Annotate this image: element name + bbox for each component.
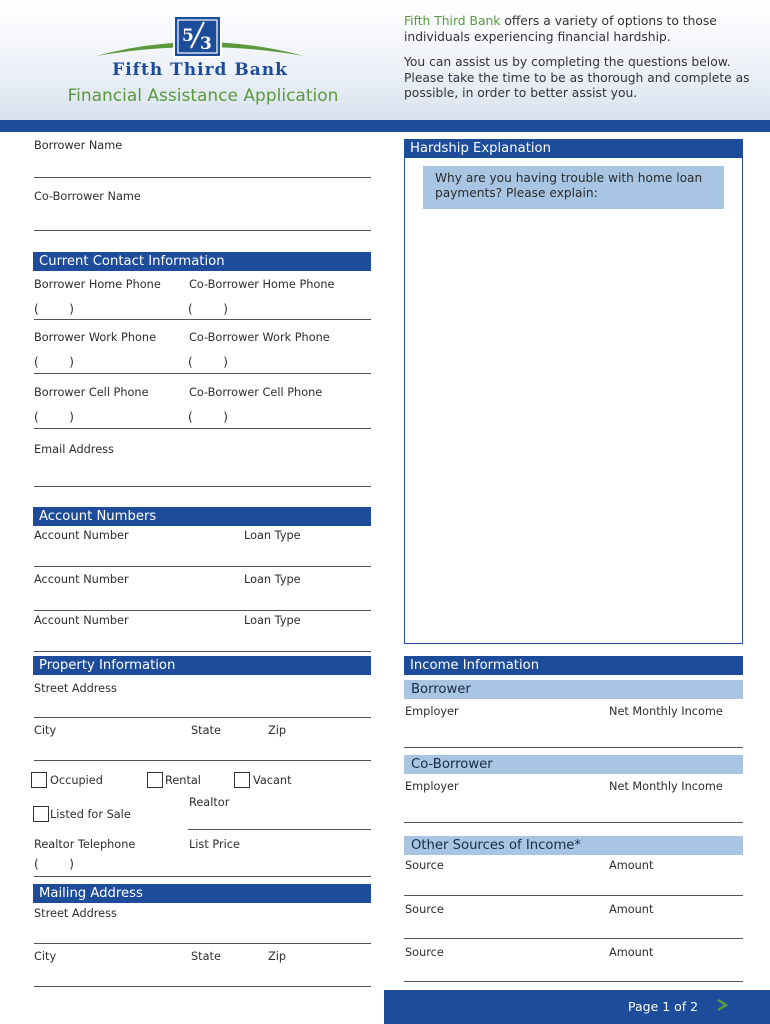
next-page-arrow-icon[interactable] [716, 998, 728, 1012]
property-section-header: Property Information [33, 656, 371, 675]
loan-type-label: Loan Type [244, 614, 301, 627]
coborrower-income-field[interactable] [404, 822, 743, 823]
mailing-city-field[interactable] [34, 986, 371, 987]
header-divider-bar [0, 120, 770, 132]
mailing-zip-label: Zip [268, 950, 287, 963]
other-income-header: Other Sources of Income* [404, 836, 743, 855]
svg-text:5: 5 [182, 26, 194, 46]
coborrower-home-phone-label: Co-Borrower Home Phone [189, 278, 335, 291]
income-section-header: Income Information [404, 656, 743, 675]
coborrower-home-area-code: ( ) [188, 302, 228, 316]
coborrower-income-header: Co-Borrower [404, 755, 743, 774]
mailing-street-label: Street Address [34, 907, 117, 920]
account-number-label: Account Number [34, 529, 129, 542]
intro-text [404, 14, 754, 112]
other-income-row-field[interactable] [404, 938, 743, 939]
rental-label: Rental [165, 774, 201, 787]
other-income-row-field[interactable] [404, 895, 743, 896]
intro-p1: offers a variety of options to those individuals experiencing financial hardship. [404, 14, 717, 44]
form-title: Financial Assistance Application [67, 86, 339, 106]
account-row-field[interactable] [34, 610, 371, 611]
borrower-net-income-label: Net Monthly Income [609, 705, 723, 718]
property-zip-label: Zip [268, 724, 287, 737]
realtor-field[interactable] [188, 829, 371, 830]
vacant-label: Vacant [253, 774, 292, 787]
realtor-label: Realtor [189, 796, 230, 809]
cell-phone-field[interactable] [34, 428, 371, 429]
mailing-state-label: State [191, 950, 221, 963]
email-label: Email Address [34, 443, 114, 456]
account-row-field[interactable] [34, 651, 371, 652]
amount-label: Amount [609, 859, 654, 872]
loan-type-label: Loan Type [244, 573, 301, 586]
bank-name: Fifth Third Bank [112, 60, 288, 80]
borrower-income-header: Borrower [404, 680, 743, 699]
listed-for-sale-checkbox[interactable] [33, 806, 49, 822]
listed-for-sale-label: Listed for Sale [50, 808, 131, 821]
hardship-text-area[interactable] [404, 157, 743, 644]
home-phone-field[interactable] [34, 319, 371, 320]
realtor-telephone-field[interactable] [34, 876, 371, 877]
property-city-field[interactable] [34, 760, 371, 761]
amount-label: Amount [609, 903, 654, 916]
borrower-employer-label: Employer [405, 705, 459, 718]
property-street-label: Street Address [34, 682, 117, 695]
occupied-label: Occupied [50, 774, 103, 787]
account-number-label: Account Number [34, 573, 129, 586]
coborrower-cell-phone-label: Co-Borrower Cell Phone [189, 386, 323, 399]
vacant-checkbox[interactable] [234, 772, 250, 788]
borrower-name-label: Borrower Name [34, 139, 123, 152]
source-label: Source [405, 903, 444, 916]
property-city-label: City [34, 724, 57, 737]
borrower-home-area-code: ( ) [34, 302, 74, 316]
coborrower-name-field[interactable] [34, 230, 371, 231]
footer-bar [384, 990, 770, 1024]
intro-p2: You can assist us by completing the questions below. Please take the time to be as thorough and complete as possible, in order to better assist you. [404, 55, 750, 100]
amount-label: Amount [609, 946, 654, 959]
contact-section-header: Current Contact Information [33, 252, 371, 271]
property-street-field[interactable] [34, 717, 371, 718]
borrower-income-field[interactable] [404, 747, 743, 748]
hardship-question: Why are you having trouble with home loan payments? Please explain: [423, 166, 724, 209]
page-number: Page 1 of 2 [628, 999, 699, 1014]
coborrower-cell-area-code: ( ) [188, 410, 228, 424]
source-label: Source [405, 946, 444, 959]
coborrower-name-label: Co-Borrower Name [34, 190, 141, 203]
list-price-label: List Price [189, 838, 240, 851]
loan-type-label: Loan Type [244, 529, 301, 542]
other-income-row-field[interactable] [404, 981, 743, 982]
realtor-area-code: ( ) [34, 857, 74, 871]
account-row-field[interactable] [34, 566, 371, 567]
realtor-telephone-label: Realtor Telephone [34, 838, 136, 851]
accounts-section-header: Account Numbers [33, 507, 371, 526]
borrower-work-phone-label: Borrower Work Phone [34, 331, 157, 344]
coborrower-employer-label: Employer [405, 780, 459, 793]
property-state-label: State [191, 724, 221, 737]
borrower-cell-area-code: ( ) [34, 410, 74, 424]
borrower-home-phone-label: Borrower Home Phone [34, 278, 161, 291]
coborrower-work-phone-label: Co-Borrower Work Phone [189, 331, 330, 344]
borrower-work-area-code: ( ) [34, 355, 74, 369]
email-field[interactable] [34, 486, 371, 487]
svg-text:3: 3 [200, 34, 212, 54]
rental-checkbox[interactable] [147, 772, 163, 788]
account-number-label: Account Number [34, 614, 129, 627]
mailing-city-label: City [34, 950, 57, 963]
occupied-checkbox[interactable] [31, 772, 47, 788]
intro-brand: Fifth Third Bank [404, 14, 501, 28]
fifth-third-logo [94, 14, 306, 60]
work-phone-field[interactable] [34, 373, 371, 374]
mailing-street-field[interactable] [34, 943, 371, 944]
coborrower-work-area-code: ( ) [188, 355, 228, 369]
mailing-section-header: Mailing Address [33, 884, 371, 903]
borrower-name-field[interactable] [34, 177, 371, 178]
coborrower-net-income-label: Net Monthly Income [609, 780, 723, 793]
borrower-cell-phone-label: Borrower Cell Phone [34, 386, 149, 399]
hardship-section-header: Hardship Explanation [404, 139, 743, 158]
source-label: Source [405, 859, 444, 872]
